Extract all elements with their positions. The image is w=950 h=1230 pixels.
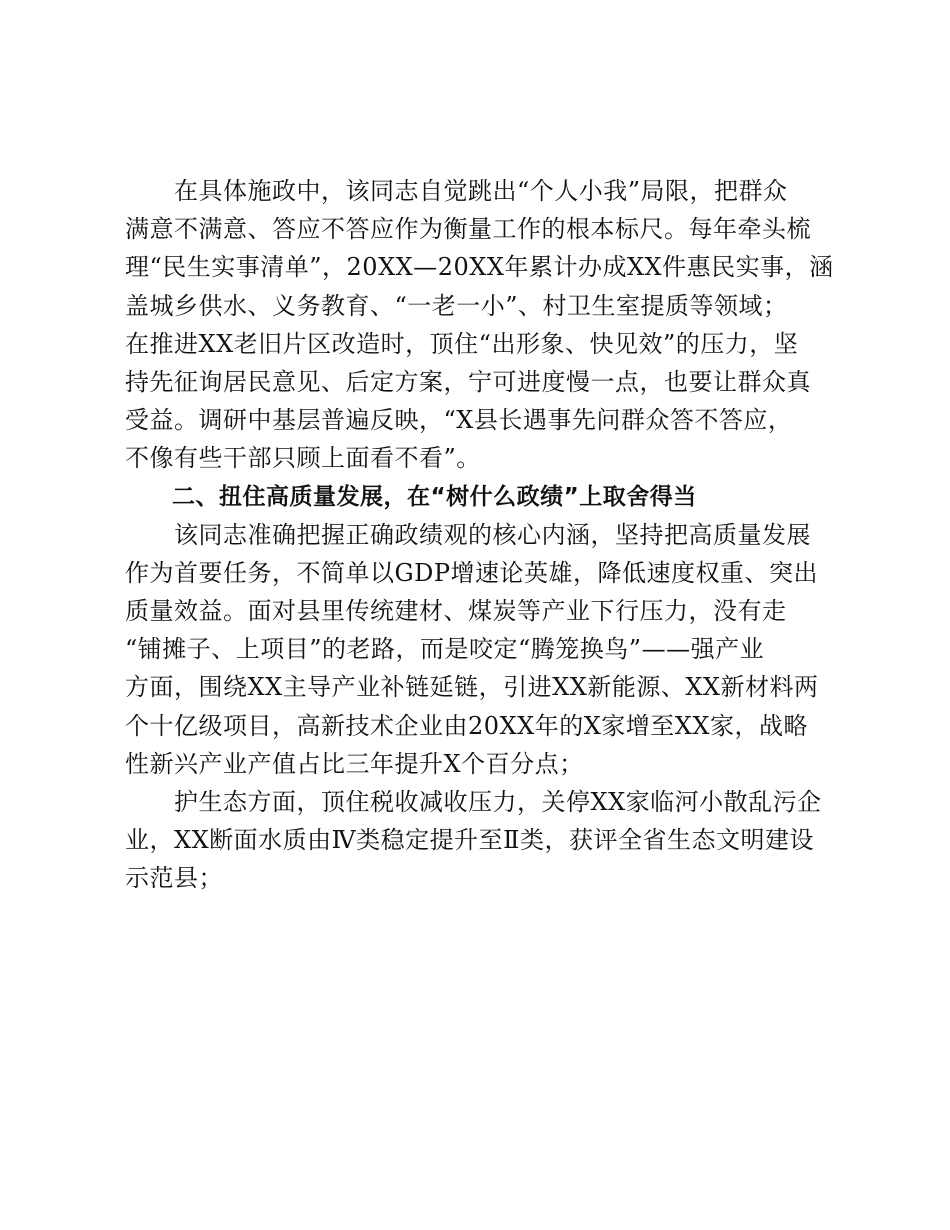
text-line: 个十亿级项目，高新技术企业由20XX年的X家增至XX家，战略: [125, 711, 808, 740]
text-line: 不像有些干部只顾上面看不看”。: [125, 444, 481, 473]
text-line: 在具体施政中，该同志自觉跳出“个人小我”局限，把群众: [125, 177, 788, 205]
paragraph-livelihood: [125, 172, 834, 478]
text-line: 在推进XX老旧片区改造时，顶住“出形象、快见效”的压力，坚: [125, 329, 799, 358]
text-line: 盖城乡供水、义务教育、“一老一小”、村卫生室提质等领域；: [125, 291, 788, 320]
text-line: 受益。调研中基层普遍反映，“X县长遇事先问群众答不答应，: [125, 406, 793, 435]
text-line: 性新兴产业产值占比三年提升X个百分点；: [125, 749, 584, 778]
text-line: 护生态方面，顶住税收减收压力，关停XX家临河小散乱污企: [125, 788, 822, 816]
text-line: 满意不满意、答应不答应作为衡量工作的根本标尺。每年牵头梳: [125, 215, 811, 244]
document-body: [125, 172, 834, 898]
section-heading: 二、扭住高质量发展，在“树什么政绩”上取舍得当: [125, 483, 697, 510]
paragraph-ecology: [125, 783, 830, 898]
text-line: 方面，围绕XX主导产业补链延链，引进XX新能源、XX新材料两: [125, 673, 819, 702]
text-line: 质量效益。面对县里传统建材、煤炭等产业下行压力，没有走: [125, 597, 787, 626]
text-line: 作为首要任务，不简单以GDP增速论英雄，降低速度权重、突出: [125, 558, 819, 587]
text-line: 业，XX断面水质由Ⅳ类稳定提升至Ⅱ类，获评全省生态文明建设: [125, 826, 814, 855]
text-line: 理“民生实事清单”，20XX—20XX年累计办成XX件惠民实事，涵: [125, 253, 834, 282]
section-heading-2: [125, 478, 830, 516]
text-line: 持先征询居民意见、后定方案，宁可进度慢一点，也要让群众真: [125, 367, 811, 396]
paragraph-high-quality-development: [125, 516, 830, 783]
text-line: 示范县；: [125, 864, 223, 893]
text-line: 该同志准确把握正确政绩观的核心内涵，坚持把高质量发展: [125, 520, 811, 549]
text-line: “铺摊子、上项目”的老路，而是咬定“腾笼换鸟”——强产业: [125, 635, 765, 664]
